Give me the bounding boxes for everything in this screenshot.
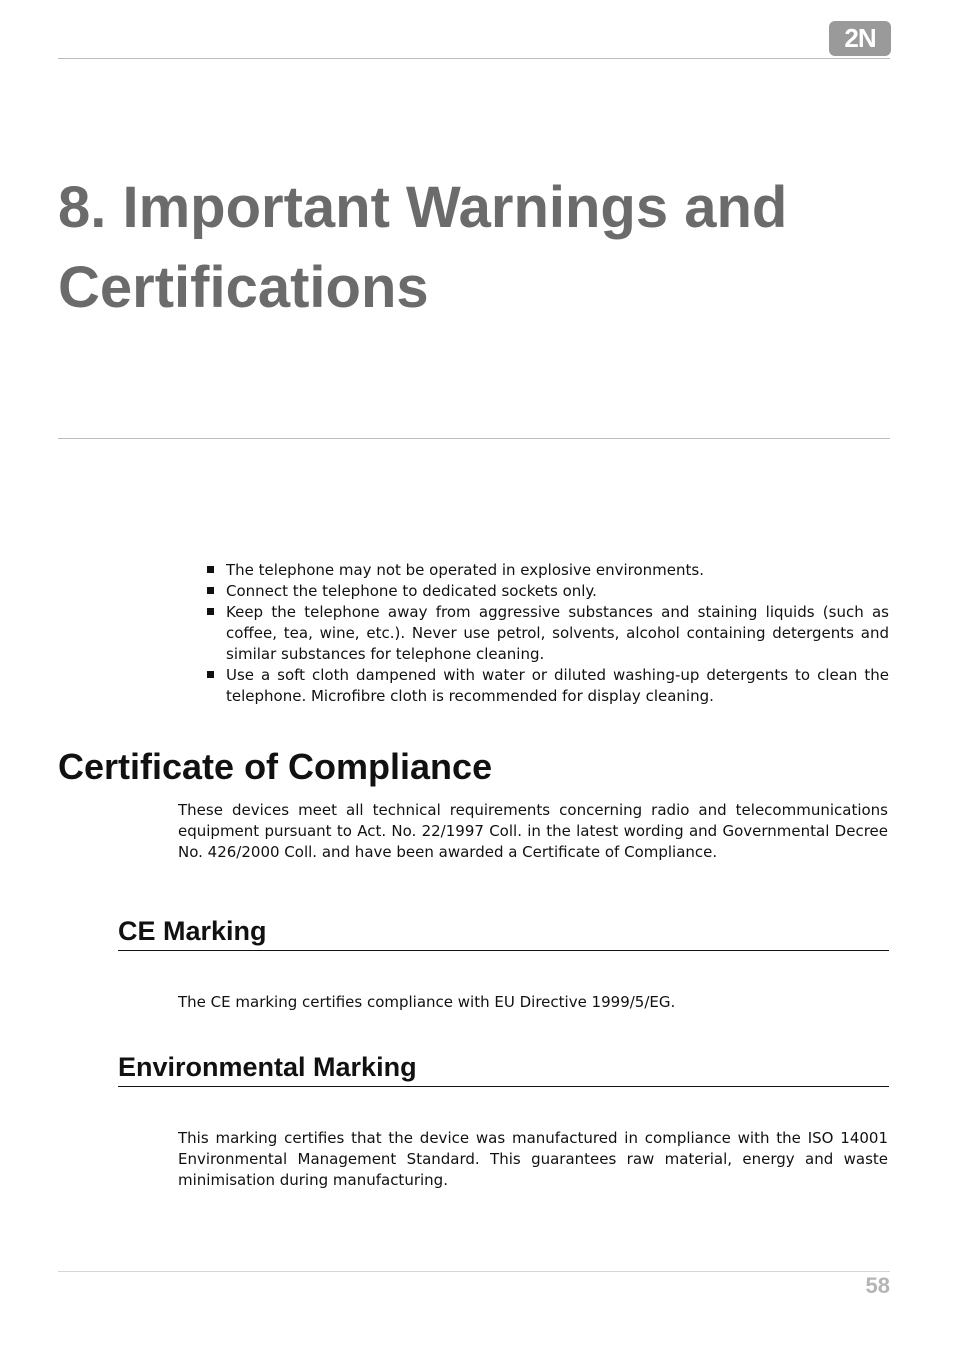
list-item bbox=[205, 560, 889, 581]
environmental-marking-heading: Environmental Marking bbox=[118, 1050, 889, 1087]
list-item bbox=[205, 602, 889, 665]
brand-logo: 2N bbox=[829, 21, 891, 56]
certificate-text: These devices meet all technical requirements concerning radio and telecommunications equipment pursuant to Act. No. 22/1997 Coll. in the latest wording and Governmental Decree No. 426/2000 Coll. and have been awarded a Certificate of Compliance. bbox=[178, 801, 888, 861]
list-item-text: Keep the telephone away from aggressive substances and staining liquids (such as coffee, tea, wine, etc.). Never use petrol, solvents, alcohol containing detergents and similar substances for telephone cleaning. bbox=[226, 603, 889, 663]
list-item-text: Connect the telephone to dedicated sockets only. bbox=[226, 582, 597, 600]
environmental-marking-text: This marking certifies that the device was manufactured in compliance with the ISO 14001 Environmental Management Standard. This guarantees raw material, energy and waste minimisation during manufacturing. bbox=[178, 1129, 888, 1189]
bullet-square-icon bbox=[207, 608, 214, 615]
bullet-square-icon bbox=[207, 566, 214, 573]
header-rule bbox=[58, 58, 890, 59]
ce-marking-heading: CE Marking bbox=[118, 914, 889, 951]
list-item bbox=[205, 581, 889, 602]
bullet-square-icon bbox=[207, 671, 214, 678]
chapter-rule bbox=[58, 438, 890, 439]
footer-rule bbox=[58, 1271, 890, 1272]
chapter-title: 8. Important Warnings and Certifications bbox=[58, 175, 788, 320]
ce-marking-text: The CE marking certifies compliance with EU Directive 1999/5/EG. bbox=[178, 993, 676, 1011]
page-number: 58 bbox=[865, 1273, 890, 1298]
bullet-square-icon bbox=[207, 587, 214, 594]
list-item-text: The telephone may not be operated in explosive environments. bbox=[226, 561, 704, 579]
certificate-heading: Certificate of Compliance bbox=[58, 746, 493, 787]
warnings-list bbox=[205, 560, 889, 707]
list-item bbox=[205, 665, 889, 707]
list-item-text: Use a soft cloth dampened with water or diluted washing-up detergents to clean the telephone. Microfibre cloth is recommended for display cleaning. bbox=[226, 666, 889, 705]
